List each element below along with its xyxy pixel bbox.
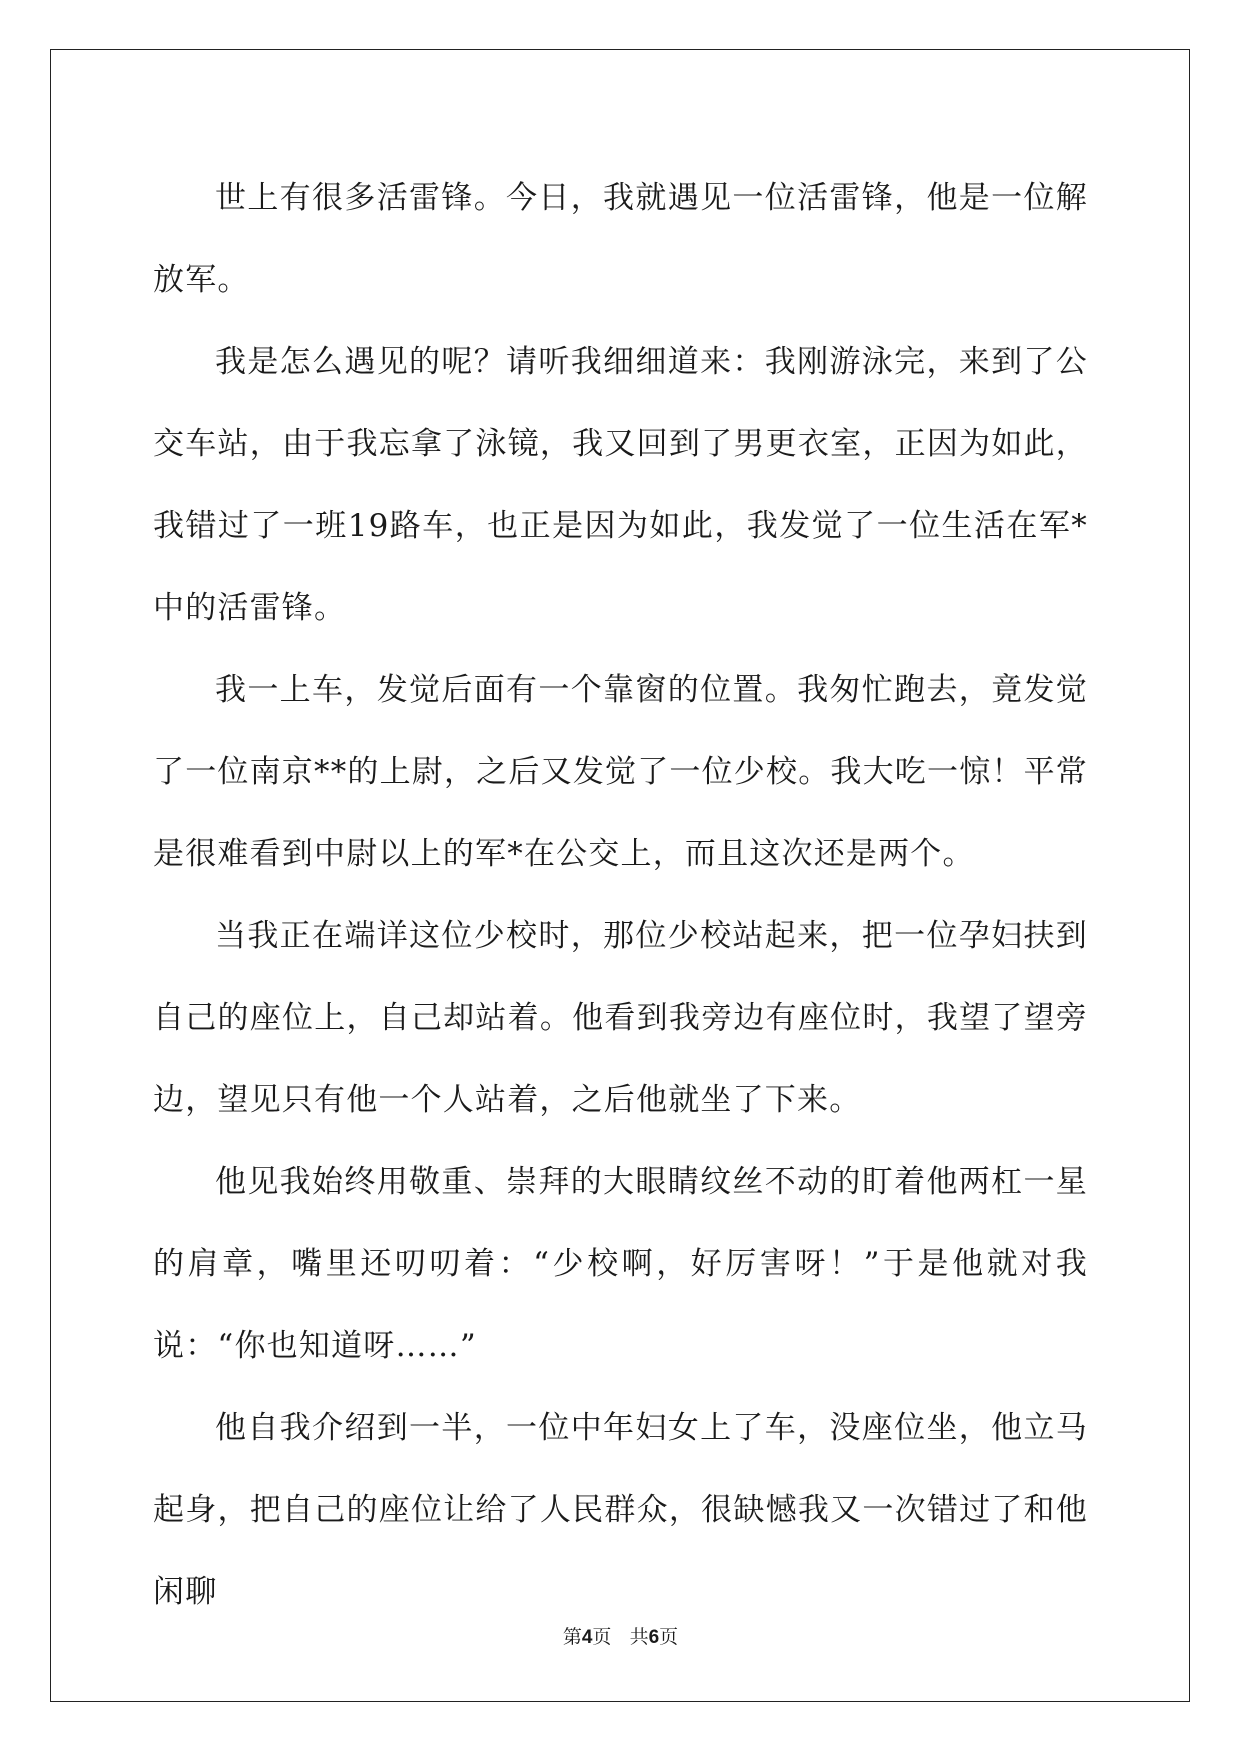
- current-page-number: 4: [581, 1627, 593, 1648]
- total-pages-number: 6: [648, 1627, 660, 1648]
- paragraph-3: 我一上车，发觉后面有一个靠窗的位置。我匆忙跑去，竟发觉了一位南京**的上尉，之后又发觉了一位少校。我大吃一惊！平常是很难看到中尉以上的军*在公交上，而且这次还是两个。: [153, 672, 1088, 872]
- paragraph-6: 他自我介绍到一半，一位中年妇女上了车，没座位坐，他立马起身，把自己的座位让给了人民群众，很缺憾我又一次错过了和他闲聊: [153, 1410, 1088, 1610]
- footer-total-prefix: 共: [629, 1626, 649, 1648]
- footer-prefix: 第: [562, 1626, 582, 1648]
- paragraph-2: 我是怎么遇见的呢？请听我细细道来：我刚游泳完，来到了公交车站，由于我忘拿了泳镜，我又回到了男更衣室，正因为如此，我错过了一班19路车，也正是因为如此，我发觉了一位生活在军*中的活雷锋。: [153, 344, 1088, 626]
- document-body: [153, 157, 1088, 1633]
- paragraph-5: 他见我始终用敬重、崇拜的大眼睛纹丝不动的盯着他两杠一星的肩章，嘴里还叨叨着：“少校啊，好厉害呀！”于是他就对我说：“你也知道呀……”: [153, 1164, 1088, 1364]
- paragraph-4: 当我正在端详这位少校时，那位少校站起来，把一位孕妇扶到自己的座位上，自己却站着。他看到我旁边有座位时，我望了望旁边，望见只有他一个人站着，之后他就坐了下来。: [153, 918, 1088, 1118]
- paragraph-1: 世上有很多活雷锋。今日，我就遇见一位活雷锋，他是一位解放军。: [153, 180, 1088, 298]
- page-footer: [0, 1622, 1241, 1649]
- footer-total-suffix: 页: [659, 1626, 679, 1648]
- footer-page-suffix: 页: [592, 1626, 612, 1648]
